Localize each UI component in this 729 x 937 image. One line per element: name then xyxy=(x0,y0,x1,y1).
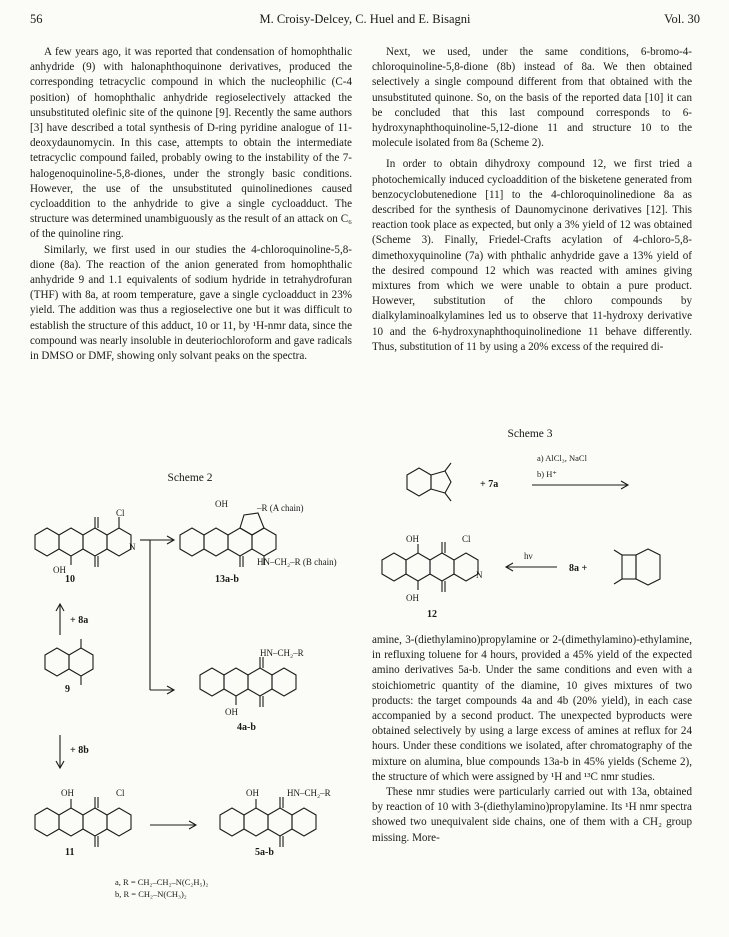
scheme2-title: Scheme 2 xyxy=(167,472,213,484)
amine-chain-label: HN–CH₂–R xyxy=(287,788,331,798)
paragraph: A few years ago, it was reported that condensation of homophthalic anhydride (9) with halonaphthoquinone derivatives, produced the corresponding tetracyclic compound in which the nucleophilic (C-4 position) of homophthalic anhydride regioselectively attacked the unsubstituted olefinic site of the quinone [9]. Recently the same authors [3] have described a total synthesis of D-ring pyridine analogue of 11-deoxydaunomycin. In this case, attempts to obtain the intermediate tetracyclic compound failed, probably owing to the instability of the 7-halogenoquinoline-5,8-diones, under the strongly basic conditions. However, the use of the unsubstituted quinolinediones caused cycloaddition to the anhydride to give a single cycloadduct. The structure was determined unambiguously as the result of an attack on C₆ of the quinoline ring. xyxy=(30,46,352,241)
compound-label-12: 12 xyxy=(427,609,437,620)
a-chain-label: –R (A chain) xyxy=(257,503,304,513)
phthalic-anhydride-structure xyxy=(407,463,451,501)
footnote-b: b, R = CH₂–N(CH₃)₂ xyxy=(115,889,187,899)
scheme3-figure xyxy=(372,445,712,625)
cl-label: Cl xyxy=(116,508,125,518)
benzocyclobutenedione-structure xyxy=(614,549,660,585)
compound-label-13ab: 13a-b xyxy=(215,574,239,585)
scheme3-title: Scheme 3 xyxy=(507,428,553,440)
page-header xyxy=(30,12,700,30)
scheme2-figure xyxy=(25,485,365,925)
paragraph: amine, 3-(diethylamino)propylamine or 2-(dimethylamino)-ethylamine, in refluxing toluene for 4 hours, provided a 45% yield of the expected amino derivatives 5a-b. Under the same conditions and even with a stoichiometric quantity of the diamine, 10 gives mixtures of two products: the target compounds 4a and 4b (20% yield), in each case accompanied by a second product. The unexpected byproducts were obtained selectively by using a large excess of amines at reflux for 24 hours. Under these conditions we isolated, after chromatography of the mixture on alumina, blue compounds 13a-b in 45% yields (Scheme 2), the structure of which were assigned by ¹H and ¹³C nmr studies. xyxy=(372,634,692,783)
compound-label-5ab: 5a-b xyxy=(255,847,274,858)
oh-label: OH xyxy=(246,788,259,798)
cl-label: Cl xyxy=(462,534,471,544)
oh-label: OH xyxy=(215,499,228,509)
amine-chain-label: HN–CH₂–R xyxy=(260,648,304,658)
compound-label-9: 9 xyxy=(65,684,70,695)
left-column xyxy=(30,45,352,364)
page-number: 56 xyxy=(30,12,43,26)
reagent-8a: + 8a xyxy=(70,615,89,626)
right-column-bottom xyxy=(372,633,692,846)
compound-9-structure xyxy=(45,639,93,685)
volume-label: Vol. 30 xyxy=(664,12,700,26)
hv-label: hν xyxy=(524,551,533,561)
reagent-line-2: b) H⁺ xyxy=(537,469,557,479)
oh-label: OH xyxy=(61,788,74,798)
oh-label: OH xyxy=(225,707,238,717)
oh-label: OH xyxy=(406,593,419,603)
footnote-a: a, R = CH₂–CH₂–N(C₂H₅)₂ xyxy=(115,877,209,887)
compound-5ab-structure xyxy=(220,797,316,847)
compound-label-4ab: 4a-b xyxy=(237,722,256,733)
reagent-8b: + 8b xyxy=(70,745,89,756)
compound-11-structure xyxy=(35,797,131,847)
paragraph: These nmr studies were particularly carried out with 13a, obtained by reaction of 10 with 3-(diethylamino)propylamine. Its ¹H nmr spectra showed two unequivalent side chains, one of them with a CH₂ group missing. More- xyxy=(372,786,692,844)
n-label: N xyxy=(129,542,136,552)
paragraph: Similarly, we first used in our studies the 4-chloroquinoline-5,8-dione (8a). The reaction of the anion generated from homophthalic anhydride 9 and 1.1 equivalents of sodium hydride in tetrahydrofuran (THF) with 8a, at room temperature, gave a single cycloadduct in 23% yield. The addition was thus a regioselective one but it was difficult to establish the structure of this adduct, 10 or 11, by ¹H-nmr data, since the compound was nearly insoluble in deuteriochloroform and gave radicals in DMSO or DMF, showing only solvant peaks on the spectra. xyxy=(30,243,352,363)
oh-label: OH xyxy=(406,534,419,544)
reagent-line-1: a) AlCl₃, NaCl xyxy=(537,453,587,463)
compound-label-10: 10 xyxy=(65,574,75,585)
cl-label: Cl xyxy=(116,788,125,798)
oh-label: OH xyxy=(53,565,66,575)
compound-4ab-structure xyxy=(200,657,296,707)
reagent-7a: + 7a xyxy=(480,479,499,490)
reagent-8a: 8a + xyxy=(569,563,588,574)
b-chain-label: HN–CH₂–R (B chain) xyxy=(257,557,337,567)
compound-label-11: 11 xyxy=(65,847,75,858)
paragraph: In order to obtain dihydroxy compound 12, we first tried a photochemically induced cycloaddition of the bisketene generated from benzocyclobutenedione [11] to the 4-chloroquinolinedione 8a as described for the synthesis of Daunomycinone derivatives [12]. This reaction took place as expected, but only a 3% yield of 12 was obtained (Scheme 3). Finally, Friedel-Crafts acylation of 4-chloro-5,8-dimethoxyquinoline (7a) with phthalic anhydride gave a 13% yield of the desired compound 12 which was reacted with amines giving mixtures from which we were unable to obtain a pure product. However, substitution of the chloro compounds by dialkylaminoalkylamines led us to observe that 11-hydroxy derivative 10 and the 6-hydroxynaphthoquinolinedione 11 behave differently. Thus, substitution of 11 by using a 20% excess of the required di- xyxy=(372,158,692,353)
compound-12-structure xyxy=(382,542,478,592)
n-label: N xyxy=(476,570,483,580)
compound-10-structure xyxy=(35,517,131,567)
paragraph: Next, we used, under the same conditions, 6-bromo-4-chloroquinoline-5,8-dione (8b) instead of 8a. We then obtained selectively a single compound different from that obtained with the unsubstituted quinone. So, on the basis of the reported data [10] it can be concluded that this last compound corresponds to 6-hydroxynaphthoquinoline-5,12-dione 11 and structure 10 to the molecule isolated from 8a (Scheme 2). xyxy=(372,46,692,150)
running-authors: M. Croisy-Delcey, C. Huel and E. Bisagni xyxy=(259,12,471,26)
right-column-top xyxy=(372,45,692,355)
